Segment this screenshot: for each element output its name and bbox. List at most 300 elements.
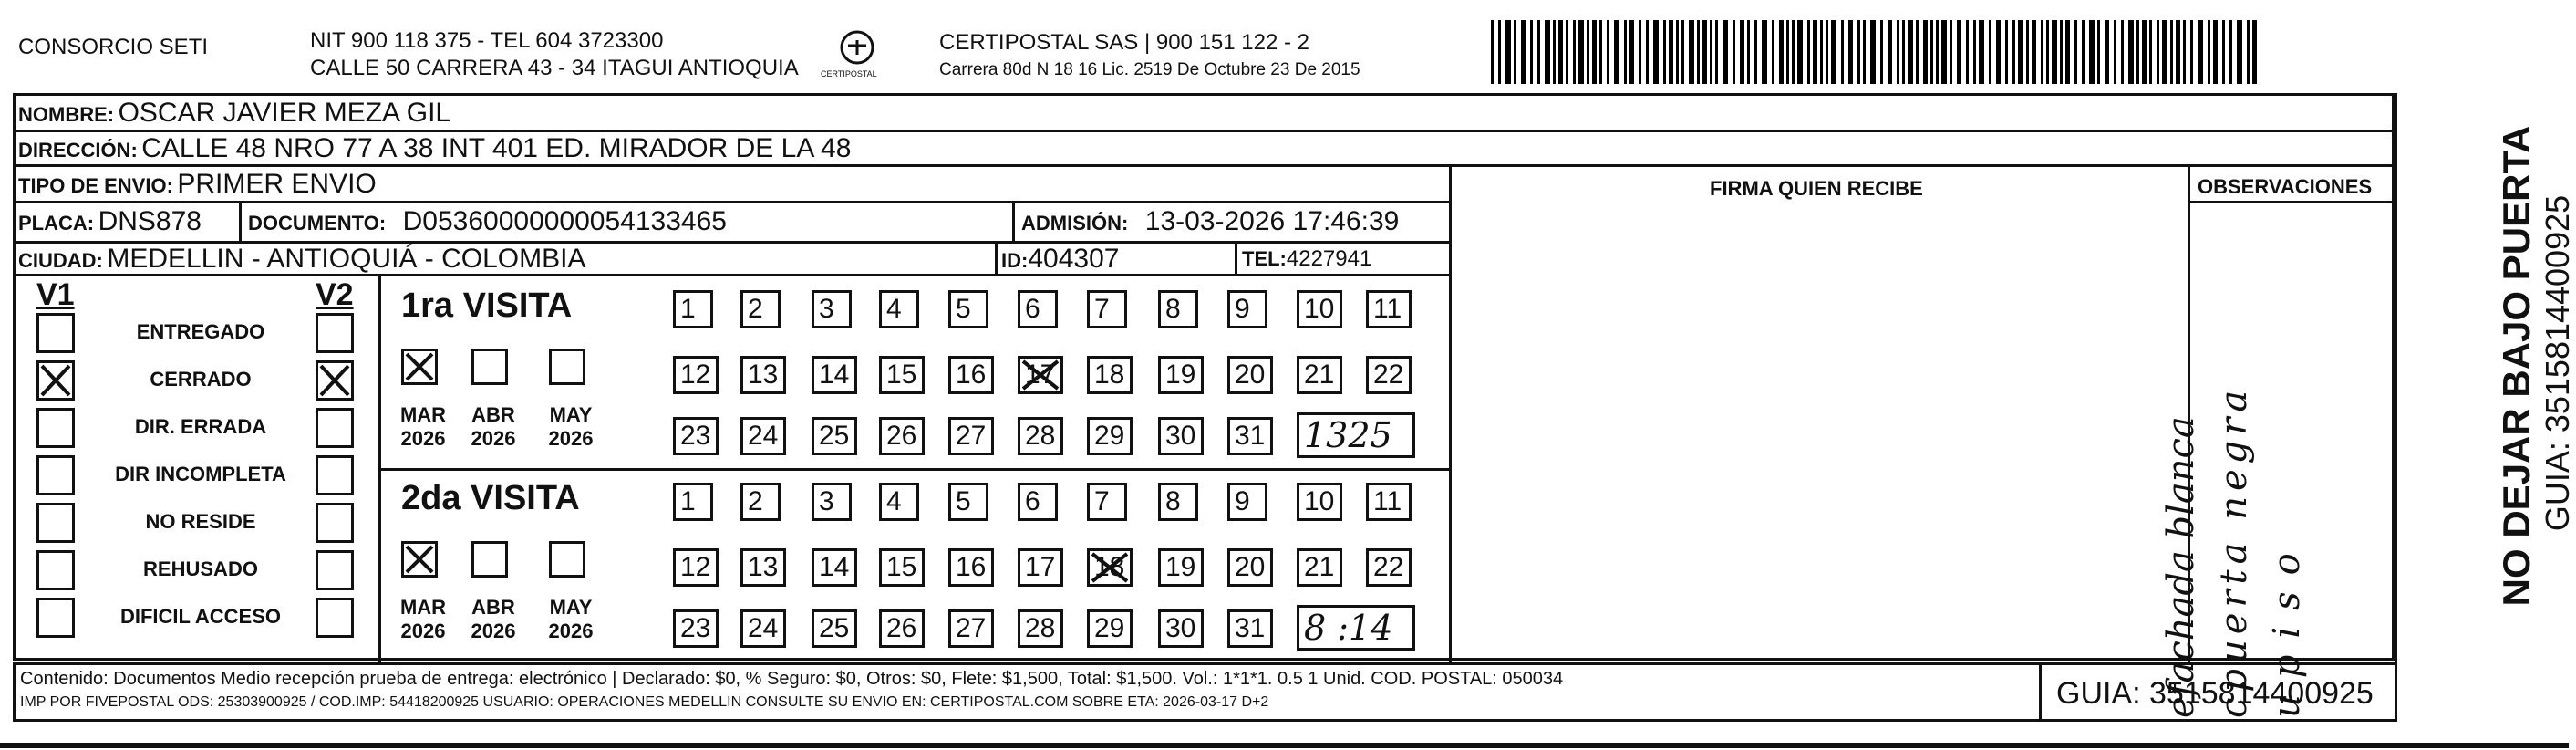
day-number: 15	[886, 552, 917, 582]
day-box[interactable]	[1297, 290, 1342, 328]
day-box[interactable]	[740, 417, 786, 455]
day-number: 5	[956, 486, 971, 516]
status-label: DIFICIL ACCESO	[119, 605, 281, 628]
day-number: 22	[1373, 552, 1404, 582]
barcode-bar	[1558, 20, 1563, 84]
day-number: 18	[1094, 552, 1125, 582]
barcode-bar	[2114, 20, 2116, 84]
barcode-bar	[2237, 20, 2242, 84]
day-box[interactable]	[1018, 548, 1063, 587]
barcode-bar	[1624, 20, 1627, 84]
barcode-bar	[1841, 20, 1844, 84]
barcode-bar	[1578, 20, 1584, 84]
barcode-bar	[1491, 20, 1494, 84]
day-number: 20	[1235, 359, 1266, 390]
side-warning: NO DEJAR BAJO PUERTA	[2495, 125, 2538, 607]
month-year: 2026	[548, 620, 594, 642]
day-box[interactable]	[948, 609, 994, 648]
day-number: 23	[680, 421, 711, 451]
day-box[interactable]	[1158, 356, 1204, 394]
day-box[interactable]	[673, 609, 719, 648]
id-label: ID:	[1001, 249, 1029, 272]
day-number: 2	[748, 486, 763, 516]
day-box[interactable]	[1018, 483, 1058, 521]
barcode-bar	[1754, 20, 1757, 84]
barcode-bar	[1505, 20, 1511, 84]
day-box[interactable]	[673, 417, 719, 455]
barcode-bar	[1870, 20, 1876, 84]
barcode-bar	[1797, 20, 1803, 84]
day-box[interactable]	[1158, 417, 1204, 455]
barcode-bar	[2252, 20, 2257, 84]
month-checkbox[interactable]	[471, 541, 508, 578]
barcode-bar	[2157, 20, 2159, 84]
day-box[interactable]	[812, 417, 857, 455]
barcode-bar	[1715, 20, 1718, 84]
day-box[interactable]	[1227, 548, 1273, 587]
barcode-bar	[2183, 20, 2186, 84]
day-number: 7	[1094, 294, 1110, 324]
barcode-bar	[1669, 20, 1673, 84]
barcode-bar	[1710, 20, 1712, 84]
barcode-bar	[1521, 20, 1526, 84]
barcode-bar	[2082, 20, 2085, 84]
day-box[interactable]	[740, 609, 786, 648]
day-number: 15	[886, 359, 917, 390]
id-row	[1001, 245, 1119, 273]
barcode-bar	[2149, 20, 2152, 84]
day-box[interactable]	[879, 356, 925, 394]
day-box[interactable]	[1018, 417, 1063, 455]
barcode-bar	[1553, 20, 1556, 84]
day-box[interactable]	[1297, 483, 1342, 521]
barcode-bar	[1996, 20, 2001, 84]
day-box[interactable]	[1297, 356, 1342, 394]
day-number: 29	[1094, 421, 1125, 451]
id-value: 404307	[1028, 244, 1120, 274]
certipostal-line2: Carrera 80d N 18 16 Lic. 2519 De Octubre 23 De 2015	[939, 60, 1360, 79]
admision-row	[1021, 208, 1399, 235]
barcode-bar	[1957, 20, 1961, 84]
barcode-bar	[1908, 20, 1913, 84]
barcode-bar	[1646, 20, 1649, 84]
day-number: 12	[680, 359, 711, 390]
day-box[interactable]	[1227, 483, 1267, 521]
v2-checkbox[interactable]	[316, 360, 354, 401]
observation-line-2: cpuerta negra	[2213, 384, 2255, 718]
month-name: MAY	[549, 596, 593, 619]
day-number: 16	[956, 552, 987, 582]
month-name: ABR	[471, 403, 515, 426]
day-box[interactable]	[1087, 417, 1133, 455]
direccion-row	[18, 135, 851, 162]
day-number: 31	[1235, 421, 1266, 451]
day-box[interactable]	[948, 290, 988, 328]
day-box[interactable]	[1087, 356, 1133, 394]
tel-value: 4227941	[1286, 246, 1372, 271]
direccion-value: CALLE 48 NRO 77 A 38 INT 401 ED. MIRADOR DE LA 48	[141, 133, 852, 163]
barcode-bar	[2162, 20, 2167, 84]
v2-checkbox[interactable]	[316, 550, 354, 590]
day-box[interactable]	[1297, 548, 1342, 587]
ciudad-label: CIUDAD:	[18, 249, 103, 272]
month-year: 2026	[400, 427, 446, 450]
day-number: 26	[886, 613, 917, 643]
x-mark-icon	[1020, 359, 1060, 391]
day-box[interactable]	[1018, 290, 1058, 328]
month-checkbox[interactable]	[401, 349, 438, 385]
status-label: DIR. ERRADA	[134, 415, 267, 438]
barcode-bar	[1723, 20, 1728, 84]
day-number: 10	[1304, 294, 1335, 324]
day-number: 3	[819, 294, 834, 324]
barcode-bar	[1573, 20, 1576, 84]
observation-line-1: efachada blanca	[2160, 416, 2202, 718]
day-number: 18	[1094, 359, 1125, 390]
nit-tel: NIT 900 118 375 - TEL 604 3723300	[310, 28, 664, 53]
tipo-row	[18, 171, 377, 198]
month-name: ABR	[471, 596, 515, 619]
day-number: 17	[1025, 552, 1056, 582]
barcode	[1491, 20, 2261, 84]
day-number: 28	[1025, 613, 1056, 643]
barcode-bar	[2018, 20, 2023, 84]
day-number: 21	[1304, 552, 1335, 582]
barcode-bar	[2170, 20, 2173, 84]
day-box[interactable]	[812, 483, 852, 521]
barcode-bar	[2089, 20, 2095, 84]
day-box[interactable]	[1018, 356, 1063, 394]
month-checkbox[interactable]	[549, 349, 585, 385]
direccion-label: DIRECCIÓN:	[18, 139, 138, 161]
barcode-bar	[1663, 20, 1666, 84]
day-number: 24	[748, 421, 779, 451]
day-number: 22	[1373, 359, 1404, 390]
barcode-bar	[1916, 20, 1919, 84]
barcode-bar	[1747, 20, 1750, 84]
barcode-bar	[2105, 20, 2109, 84]
barcode-bar	[1792, 20, 1795, 84]
barcode-bar	[1614, 20, 1619, 84]
barcode-bar	[1689, 20, 1694, 84]
x-mark-icon	[404, 351, 435, 382]
barcode-bar	[2198, 20, 2203, 84]
day-box[interactable]	[1018, 609, 1063, 648]
month-year: 2026	[471, 620, 516, 642]
day-number: 6	[1025, 294, 1040, 324]
day-box[interactable]	[1227, 290, 1267, 328]
barcode-bar	[2074, 20, 2077, 84]
barcode-bar	[1880, 20, 1883, 84]
company-name: CONSORCIO SETI	[18, 35, 209, 59]
nombre-row	[18, 99, 450, 127]
day-box[interactable]	[879, 548, 925, 587]
certipostal-line1: CERTIPOSTAL SAS | 900 151 122 - 2	[939, 30, 1309, 55]
barcode-bar	[2142, 20, 2147, 84]
barcode-bar	[1930, 20, 1933, 84]
day-number: 13	[748, 359, 779, 390]
day-box[interactable]	[1087, 483, 1127, 521]
day-number: 30	[1165, 421, 1196, 451]
day-number: 4	[886, 486, 902, 516]
day-number: 31	[1235, 613, 1266, 643]
barcode-bar	[2136, 20, 2139, 84]
v2-checkbox[interactable]	[316, 455, 354, 495]
day-box[interactable]	[948, 417, 994, 455]
footer-imp: IMP POR FIVEPOSTAL ODS: 25303900925 / COD.IMP: 54418200925 USUARIO: OPERACIONES MEDELLIN CONSULTE SU ENVIO EN: CERTIPOSTAL.COM SOBRE ETA: 2026-03-17 D+2	[20, 694, 1269, 710]
day-box[interactable]	[1087, 290, 1127, 328]
day-number: 27	[956, 421, 987, 451]
barcode-bar	[1653, 20, 1659, 84]
day-box[interactable]	[1087, 609, 1133, 648]
barcode-bar	[1498, 20, 1501, 84]
v1-checkbox[interactable]	[36, 503, 75, 543]
v1-checkbox[interactable]	[36, 455, 75, 495]
barcode-bar	[1629, 20, 1634, 84]
v1-checkbox[interactable]	[36, 598, 75, 638]
day-box[interactable]	[948, 483, 988, 521]
day-number: 12	[680, 552, 711, 582]
barcode-bar	[2208, 20, 2210, 84]
day-number: 3	[819, 486, 834, 516]
barcode-bar	[2026, 20, 2029, 84]
x-mark-icon	[318, 363, 351, 398]
day-box[interactable]	[812, 548, 857, 587]
day-box[interactable]	[1227, 356, 1273, 394]
day-number: 10	[1304, 486, 1335, 516]
v2-checkbox[interactable]	[316, 313, 354, 353]
day-number: 24	[748, 613, 779, 643]
v1-checkbox[interactable]	[36, 313, 75, 353]
month-name: MAR	[399, 596, 447, 619]
barcode-bar	[1545, 20, 1550, 84]
day-number: 14	[819, 552, 850, 582]
month-name: MAR	[399, 403, 447, 426]
nombre-label: NOMBRE:	[18, 103, 115, 126]
barcode-bar	[1676, 20, 1679, 84]
v1-checkbox[interactable]	[36, 408, 75, 448]
day-number: 28	[1025, 421, 1056, 451]
month-checkbox[interactable]	[471, 349, 508, 385]
v2-checkbox[interactable]	[316, 408, 354, 448]
barcode-bar	[1733, 20, 1735, 84]
footer-contenido: Contenido: Documentos Medio recepción prueba de entrega: electrónico | Declarado: $0, % Seguro: $0, Otros: $0, Flete: $1,500, Total: $1,500. Vol.: 1*1*1. 0.5 1 Unid. COD. POSTAL: 050034	[20, 669, 1564, 689]
barcode-bar	[2065, 20, 2070, 84]
barcode-bar	[1639, 20, 1641, 84]
day-box[interactable]	[1227, 609, 1273, 648]
barcode-bar	[1863, 20, 1866, 84]
barcode-bar	[1537, 20, 1540, 84]
v1-header: V1	[36, 277, 75, 312]
documento-label: DOCUMENTO:	[248, 212, 387, 234]
month-year: 2026	[548, 427, 594, 450]
day-box[interactable]	[1227, 417, 1273, 455]
admision-label: ADMISIÓN:	[1021, 212, 1129, 234]
v2-checkbox[interactable]	[316, 598, 354, 638]
tipo-label: TIPO DE ENVIO:	[18, 174, 173, 197]
tel-row	[1242, 248, 1371, 270]
barcode-bar	[1820, 20, 1823, 84]
day-number: 17	[1025, 359, 1056, 390]
barcode-bar	[2247, 20, 2250, 84]
barcode-bar	[2097, 20, 2100, 84]
barcode-bar	[2128, 20, 2134, 84]
day-number: 1	[680, 294, 696, 324]
barcode-bar	[1950, 20, 1952, 84]
day-box[interactable]	[879, 483, 919, 521]
barcode-bar	[2222, 20, 2225, 84]
v1-checkbox[interactable]	[36, 550, 75, 590]
barcode-bar	[1826, 20, 1828, 84]
barcode-bar	[1813, 20, 1817, 84]
ciudad-row	[18, 245, 585, 273]
day-number: 8	[1165, 486, 1181, 516]
status-label: NO RESIDE	[145, 510, 256, 533]
nombre-value: OSCAR JAVIER MEZA GIL	[118, 98, 451, 128]
x-mark-icon	[39, 363, 72, 398]
barcode-bar	[1923, 20, 1928, 84]
day-number: 4	[886, 294, 902, 324]
barcode-bar	[1599, 20, 1602, 84]
x-mark-icon	[1090, 551, 1130, 584]
day-box[interactable]	[812, 356, 857, 394]
barcode-bar	[1592, 20, 1597, 84]
day-number: 25	[819, 613, 850, 643]
day-box[interactable]	[1366, 483, 1412, 521]
barcode-bar	[2060, 20, 2063, 84]
barcode-bar	[1607, 20, 1609, 84]
placa-label: PLACA:	[18, 212, 95, 234]
barcode-bar	[1941, 20, 1947, 84]
barcode-bar	[1702, 20, 1707, 84]
barcode-bar	[2052, 20, 2057, 84]
day-number: 1	[680, 486, 696, 516]
day-number: 16	[956, 359, 987, 390]
day-number: 9	[1235, 486, 1250, 516]
time-box[interactable]: 8 :14	[1297, 605, 1415, 651]
status-label: ENTREGADO	[136, 320, 265, 343]
day-number: 5	[956, 294, 971, 324]
day-box[interactable]	[948, 356, 994, 394]
day-box[interactable]	[740, 548, 786, 587]
barcode-bar	[2046, 20, 2049, 84]
firma-header: FIRMA QUIEN RECIBE	[1710, 177, 1923, 200]
barcode-bar	[1936, 20, 1939, 84]
day-number: 13	[748, 552, 779, 582]
visit1-title: 1ra VISITA	[401, 286, 573, 325]
month-year: 2026	[471, 427, 516, 450]
day-box[interactable]	[1366, 290, 1412, 328]
day-number: 29	[1094, 613, 1125, 643]
day-box[interactable]	[1366, 356, 1412, 394]
tipo-value: PRIMER ENVIO	[177, 169, 377, 199]
month-checkbox[interactable]	[549, 541, 585, 578]
barcode-bar	[1989, 20, 1991, 84]
x-mark-icon	[404, 544, 435, 575]
day-box[interactable]	[740, 483, 781, 521]
day-number: 19	[1165, 359, 1196, 390]
day-number: 8	[1165, 294, 1181, 324]
placa-row	[18, 208, 202, 235]
visit2-title: 2da VISITA	[401, 479, 580, 517]
day-number: 20	[1235, 552, 1266, 582]
barcode-bar	[2176, 20, 2180, 84]
barcode-bar	[1786, 20, 1789, 84]
barcode-bar	[1973, 20, 1976, 84]
day-box[interactable]	[812, 609, 857, 648]
month-label	[396, 403, 450, 451]
day-box[interactable]	[673, 290, 713, 328]
day-number: 27	[956, 613, 987, 643]
day-box[interactable]	[948, 548, 994, 587]
status-label: REHUSADO	[143, 557, 258, 580]
day-box[interactable]	[1158, 290, 1198, 328]
day-box[interactable]	[879, 609, 925, 648]
placa-value: DNS878	[98, 206, 202, 236]
barcode-bar	[2041, 20, 2043, 84]
day-box[interactable]	[1087, 548, 1133, 587]
day-box[interactable]	[673, 483, 713, 521]
day-box[interactable]	[740, 290, 781, 328]
barcode-bar	[2213, 20, 2218, 84]
day-number: 7	[1094, 486, 1110, 516]
day-number: 19	[1165, 552, 1196, 582]
barcode-bar	[2121, 20, 2124, 84]
barcode-bar	[1740, 20, 1744, 84]
barcode-bar	[2012, 20, 2015, 84]
company-address: CALLE 50 CARRERA 43 - 34 ITAGUI ANTIOQUIA	[310, 56, 799, 80]
day-box[interactable]	[1158, 483, 1198, 521]
barcode-bar	[1966, 20, 1969, 84]
barcode-bar	[1697, 20, 1700, 84]
ciudad-value: MEDELLIN - ANTIOQUIÁ - COLOMBIA	[107, 244, 586, 274]
day-box[interactable]	[673, 548, 719, 587]
day-box[interactable]	[812, 290, 852, 328]
month-label	[396, 596, 450, 643]
barcode-bar	[1831, 20, 1836, 84]
side-guia: GUIA: 3515814400925	[2539, 194, 2576, 532]
observation-line-3: upiso	[2266, 536, 2308, 718]
day-box[interactable]	[879, 290, 919, 328]
barcode-bar	[1566, 20, 1568, 84]
day-box[interactable]	[1366, 548, 1412, 587]
day-box[interactable]	[879, 417, 925, 455]
time-box[interactable]: 1325	[1297, 412, 1415, 458]
barcode-bar	[1979, 20, 1984, 84]
day-number: 14	[819, 359, 850, 390]
footer-guia: GUIA: 3515814400925	[2056, 676, 2374, 711]
barcode-bar	[1807, 20, 1810, 84]
day-number: 11	[1373, 294, 1402, 324]
status-label: DIR INCOMPLETA	[115, 463, 286, 485]
status-label: CERRADO	[150, 368, 252, 391]
day-number: 9	[1235, 294, 1250, 324]
day-box[interactable]	[740, 356, 786, 394]
day-box[interactable]	[673, 356, 719, 394]
day-number: 6	[1025, 486, 1040, 516]
month-label	[543, 403, 598, 451]
admision-value: 13-03-2026 17:46:39	[1144, 206, 1400, 236]
v2-checkbox[interactable]	[316, 503, 354, 543]
day-number: 26	[886, 421, 917, 451]
month-checkbox[interactable]	[401, 541, 438, 578]
day-box[interactable]	[1158, 609, 1204, 648]
v2-header: V2	[316, 277, 354, 312]
documento-row	[248, 208, 727, 235]
barcode-bar	[1857, 20, 1860, 84]
v1-checkbox[interactable]	[36, 360, 75, 401]
day-box[interactable]	[1158, 548, 1204, 587]
